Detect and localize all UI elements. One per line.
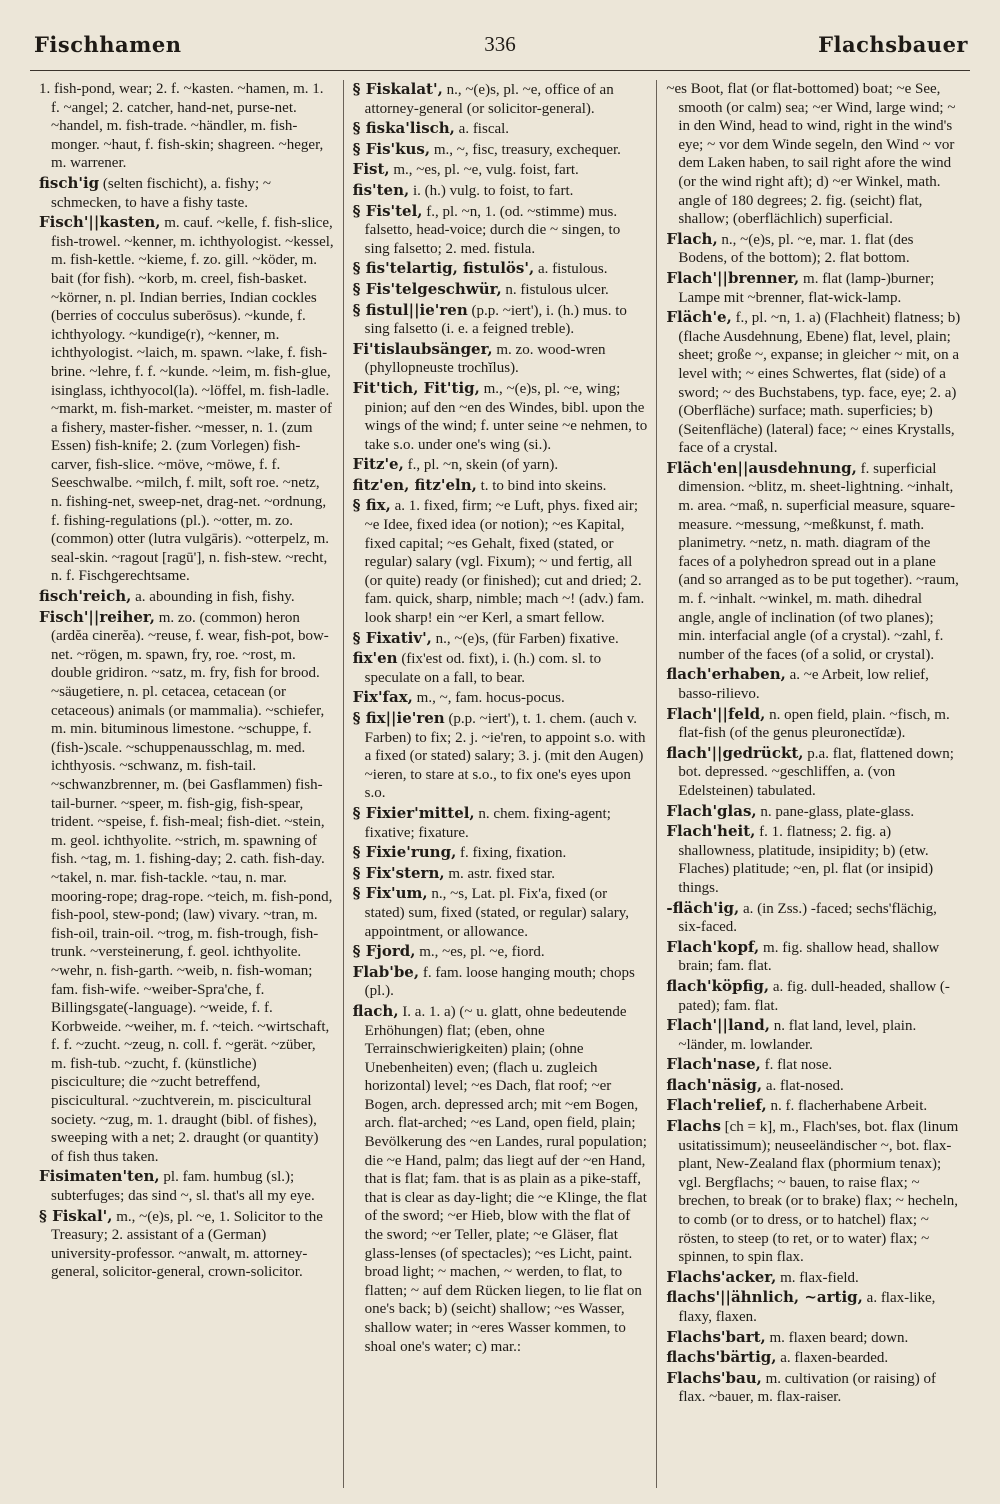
dictionary-entry bbox=[353, 181, 648, 201]
dictionary-entry bbox=[353, 140, 648, 160]
headword: Flach'||land, bbox=[666, 1016, 770, 1035]
headword: § Fjord, bbox=[352, 942, 416, 961]
headword: flach'erhaben, bbox=[666, 665, 786, 684]
definition-text: n., ~s, Lat. pl. Fix'a, fixed (or stated) sum, fixed (stated, or regular) salary, appointment, or allowance. bbox=[364, 886, 630, 940]
definition-text: (fix'est od. fixt), i. (h.) com. sl. to speculate on a fall, to bear. bbox=[364, 651, 602, 686]
dictionary-entry bbox=[666, 938, 961, 976]
headword: § fix||ie'ren bbox=[352, 709, 445, 727]
headword: Flachs'acker, bbox=[666, 1267, 777, 1286]
headword: Fisch'||reiher, bbox=[39, 607, 155, 626]
definition-text: p.a. flat, flattened down; bot. depressed. ~geschliffen, a. (von Edelsteinen) tabulated. bbox=[678, 745, 954, 799]
dictionary-entry bbox=[666, 744, 961, 801]
definition-text: m., ~(e)s, pl. ~e, wing; pinion; auf den ~en des Windes, bibl. upon the wings of the wind; f. unter seine ~e nehmen, to take s.o. under one's wing (si.). bbox=[364, 380, 648, 453]
headword: § Fixativ', bbox=[352, 628, 432, 647]
definition-text: [ch = k], m., Flach'ses, bot. flax (linum usitatissimum); neuseeländischer ~, bot. flax-plant, New-Zealand flax (phormium tenax); vgl. Bergflachs; ~ bauen, to raise flax; ~ brechen, to break (or to brake) flax; ~ hecheln, to comb (or to dress, or to hatchel) flax; ~ rösten, to steep (to ret, or to water) flax; ~ spinnen, to spin flax. bbox=[678, 1119, 959, 1266]
headword: Flach'relief, bbox=[666, 1096, 767, 1115]
dictionary-entry bbox=[353, 301, 648, 339]
definition-text: m. zo. wood-wren (phyllopneuste trochĭlus). bbox=[364, 341, 606, 377]
definition-text: m. astr. fixed star. bbox=[448, 865, 555, 882]
headword: § Fixie'rung, bbox=[352, 843, 457, 862]
definition-text: n., ~(e)s, (für Farben) fixative. bbox=[435, 630, 619, 647]
definition-text: 1. fish-pond, wear; 2. f. ~kasten. ~hamen, m. 1. f. ~angel; 2. catcher, hand-net, purse-net. ~handel, m. fish-trade. ~händler, m. fish-monger. ~haut, f. fish-skin; shagreen. ~heger, m. warrener. bbox=[39, 81, 324, 172]
headword: § Fiskal', bbox=[39, 1206, 113, 1225]
dictionary-entry bbox=[353, 843, 648, 863]
dictionary-entry bbox=[666, 459, 961, 665]
definition-text: n. fistulous ulcer. bbox=[505, 281, 609, 298]
dictionary-entry bbox=[666, 1328, 961, 1348]
dictionary-entry bbox=[666, 802, 961, 822]
column-3 bbox=[656, 80, 970, 1488]
dictionary-entry bbox=[39, 587, 334, 607]
definition-text: f. flat nose. bbox=[764, 1057, 833, 1074]
header-rule bbox=[30, 70, 970, 71]
headword: Flachs'bart, bbox=[666, 1327, 766, 1346]
dictionary-entry bbox=[353, 379, 648, 454]
dictionary-entry bbox=[666, 899, 961, 937]
dictionary-entry bbox=[666, 1288, 961, 1326]
headword: § Fix'stern, bbox=[352, 863, 445, 882]
dictionary-entry bbox=[353, 649, 648, 687]
headword: Fisimaten'ten, bbox=[39, 1167, 160, 1186]
headword: flach'||gedrückt, bbox=[666, 743, 804, 762]
definition-text: t. to bind into skeins. bbox=[480, 477, 607, 494]
dictionary-entry bbox=[353, 942, 648, 962]
headword: Flach'nase, bbox=[666, 1055, 761, 1074]
headword: fisch'ig bbox=[39, 173, 100, 192]
definition-text: n., ~(e)s, pl. ~e, office of an attorney-general (or solicitor-general). bbox=[364, 82, 614, 117]
dictionary-entry bbox=[39, 608, 334, 1167]
dictionary-entry bbox=[666, 977, 961, 1015]
headword: § Fis'kus, bbox=[352, 139, 431, 158]
dictionary-entry bbox=[666, 1055, 961, 1075]
page-header bbox=[30, 26, 970, 66]
page-number: 336 bbox=[484, 32, 516, 56]
dictionary-entry bbox=[39, 1207, 334, 1282]
definition-text: (p.p. ~iert'), i. (h.) mus. to sing falsetto (i. e. a feigned treble). bbox=[364, 302, 627, 338]
dictionary-entry bbox=[353, 688, 648, 708]
headword: Flachs'bau, bbox=[666, 1368, 762, 1387]
dictionary-entry bbox=[353, 884, 648, 941]
headword: § Fis'tel, bbox=[352, 201, 423, 220]
definition-text: m., ~es, pl. ~e, vulg. foist, fart. bbox=[393, 162, 579, 179]
headword: Fi'tislaubsänger, bbox=[352, 339, 493, 358]
dictionary-entry bbox=[666, 1369, 961, 1407]
definition-text: a. ~e Arbeit, low relief, basso-rilievo. bbox=[678, 667, 929, 702]
column-1 bbox=[30, 80, 343, 1488]
headword: § Fis'telgeschwür, bbox=[352, 279, 502, 298]
headword: Flach'heit, bbox=[666, 822, 756, 841]
headword: § fis'telartig, fistulös', bbox=[352, 259, 535, 278]
dictionary-entry bbox=[353, 202, 648, 259]
dictionary-entry bbox=[353, 280, 648, 300]
headword: fix'en bbox=[352, 649, 398, 668]
dictionary-entry bbox=[666, 230, 961, 268]
definition-text: ~es Boot, flat (or flat-bottomed) boat; ~e See, smooth (or calm) sea; ~er Wind, large wind; ~ in den Wind, head to wind, right in the wind's eye; ~ vor dem Winde segeln, den Wind ~ vor dem Laken haben, to sail right afore the wind (or the wind right aft); d) ~er Winkel, math. angle of 180 degrees; 2. fig. (seicht) flat, shallow; (oberflächlich) superficial. bbox=[666, 81, 956, 228]
dictionary-entry bbox=[39, 80, 334, 173]
headword: Flach'kopf, bbox=[666, 937, 760, 956]
headword: § Fix'um, bbox=[352, 884, 428, 903]
columns bbox=[30, 80, 970, 1488]
headword: Fläch'en||ausdehnung, bbox=[666, 458, 857, 477]
dictionary-entry bbox=[353, 709, 648, 803]
definition-text: m. flat (lamp-)burner; Lampe mit ~brenner, flat-wick-lamp. bbox=[678, 270, 935, 306]
dictionary-entry bbox=[666, 1016, 961, 1054]
headword: Fix'fax, bbox=[352, 688, 413, 707]
definition-text: a. fiscal. bbox=[458, 121, 510, 138]
definition-text: f. superficial dimension. ~blitz, m. sheet-lightning. ~inhalt, m. area. ~maß, n. superficial measure, square-measure. ~messung, ~meßkunst, f. math. planimetry. ~netz, n. math. diagram of the faces of a polyhedron spread out in a plane (and so arranged as to be put together). ~raum, m. f. ~inhalt. ~winkel, m. math. dihedral angle, angle of inclination (of two planes); min. interfacial angle (of a crystal). ~zahl, f. number of the faces (of a solid, or crystal). bbox=[678, 460, 959, 663]
dictionary-entry bbox=[353, 160, 648, 180]
definition-text: a. 1. fixed, firm; ~e Luft, phys. fixed air; ~e Idee, fixed idea (or notion); ~es Kapital, fixed capital; ~es Gehalt, fixed (stated, or regular) salary (vgl. Fixum); ~ und fertig, all (or quite) ready (or finished); cut and dried; 2. fam. quick, sharp, nimble; mach ~! (adv.) fam. look sharp! ein ~er Kerl, a smart fellow. bbox=[364, 498, 645, 627]
dictionary-entry bbox=[666, 665, 961, 703]
definition-text: f., pl. ~n, 1. a) (Flachheit) flatness; b) (flache Ausdehnung, Ebene) flat, level, plain; sheet; große ~, expanse; in gleicher ~ mit, on a level with; ~ eines Schwertes, flat (side) of a sword; ~ des Buchstabens, typ. face, eye; 2. a) (Oberfläche) surface; math. superficies; b) (Seitenfläche) (lateral) face; ~ eines Krystalls, face of a crystal. bbox=[678, 310, 961, 457]
dictionary-entry bbox=[666, 1348, 961, 1368]
definition-text: m., ~, fam. hocus-pocus. bbox=[416, 690, 565, 707]
definition-text: m., ~, fisc, treasury, exchequer. bbox=[433, 141, 621, 158]
headword: Flach'||feld, bbox=[666, 704, 766, 723]
right-guide-word: Flachsbauer bbox=[818, 32, 968, 57]
headword: Flachs bbox=[666, 1117, 721, 1136]
definition-text: m. flaxen beard; down. bbox=[769, 1329, 909, 1346]
headword: Fitz'e, bbox=[352, 455, 404, 474]
dictionary-entry bbox=[666, 308, 961, 458]
definition-text: n., ~(e)s, pl. ~e, mar. 1. flat (des Bodens, of the bottom); 2. flat bottom. bbox=[678, 231, 914, 267]
definition-text: n. chem. fixing-agent; fixative; fixature. bbox=[364, 805, 611, 841]
definition-text: f. fam. loose hanging mouth; chops (pl.). bbox=[364, 964, 635, 1000]
headword: flach'köpfig, bbox=[666, 976, 770, 995]
dictionary-entry bbox=[666, 822, 961, 897]
definition-text: i. (h.) vulg. to foist, to fart. bbox=[412, 182, 574, 199]
definition-text: f., pl. ~n, skein (of yarn). bbox=[407, 457, 559, 474]
headword: Fisch'||kasten, bbox=[39, 213, 161, 232]
headword: -fläch'ig, bbox=[666, 898, 740, 917]
headword: § fiska'lisch, bbox=[352, 119, 455, 138]
headword: flachs'bärtig, bbox=[666, 1348, 777, 1367]
headword: fis'ten, bbox=[352, 180, 410, 199]
dictionary-entry bbox=[353, 963, 648, 1001]
definition-text: a. fig. dull-headed, shallow (-pated); fam. flat. bbox=[678, 978, 950, 1014]
dictionary-entry bbox=[353, 804, 648, 842]
headword: § fistul||ie'ren bbox=[352, 300, 468, 319]
definition-text: m. cultivation (or raising) of flax. ~bauer, m. flax-raiser. bbox=[678, 1370, 936, 1406]
definition-text: f., pl. ~n, 1. (od. ~stimme) mus. falsetto, head-voice; durch die ~ singen, to sing falsetto; 2. med. fistula. bbox=[364, 203, 621, 257]
dictionary-entry bbox=[39, 213, 334, 586]
definition-text: a. flax-like, flaxy, flaxen. bbox=[678, 1290, 936, 1325]
definition-text: I. a. 1. a) (~ u. glatt, ohne bedeutende Erhöhungen) flat; (eben, ohne Terrainschwierigkeiten) plain; (ohne Unebenheiten) even; (flach u. zugleich horizontal) level; ~es Dach, flat roof; ~er Bogen, arch. depressed arch; mit ~em Bogen, arch. flat-arched; ~es Land, open field, plain; Bevölkerung des ~en Landes, rural population; die ~e Hand, palm; das liegt auf der ~en Hand, that is flat; fam. that is as plain as a pike-staff, that is clear as day-light; die ~e Klinge, the flat of the sword; ~er Hieb, blow with the flat of the sword; ~er Teller, plate; ~e Gläser, flat glass-lenses (of spectacles); ~es Licht, paint. broad light; ~ machen, ~ werden, to flat, to flatten; ~ auf dem Rücken liegen, to lie flat on one's back; b) (seicht) shallow; ~es Wasser, shallow water; in ~eres Wasser kommen, to shoal one's water; c) mar.: bbox=[364, 1003, 647, 1355]
definition-text: a. flat-nosed. bbox=[765, 1077, 844, 1094]
headword: flach'näsig, bbox=[666, 1075, 763, 1094]
definition-text: a. (in Zss.) -faced; sechs'flächig, six-faced. bbox=[678, 900, 937, 936]
headword: § Fixier'mittel, bbox=[352, 803, 475, 822]
definition-text: f. fixing, fixation. bbox=[460, 845, 567, 862]
dictionary-entry bbox=[353, 629, 648, 649]
definition-text: n. pane-glass, plate-glass. bbox=[760, 803, 915, 820]
dictionary-entry bbox=[353, 119, 648, 139]
definition-text: m. cauf. ~kelle, f. fish-slice, fish-trowel. ~kenner, m. ichthyologist. ~kessel, m. fish-kettle. ~kieme, f. zo. gill. ~köder, m. bait (for fish). ~korb, m. creel, fish-basket. ~körner, n. pl. Indian berries, Indian cockles (berries of cocculus suberōsus). ~kunde, f. ichthyology. ~kundige(r), ~kenner, m. ichthyologist. ~laich, m. spawn. ~lake, f. fish-brine. ~lehre, f. f. ~kunde. ~leim, m. fish-glue, isinglass, ichthyocol(la). ~löffel, m. fish-ladle. ~markt, m. fish-market. ~meister, m. master of a fishery, master-fisher. ~messer, n. 1. (zum Essen) fish-knife; 2. (zum Vorlegen) fish-carver, fish-slice. ~möve, ~möwe, f. f. Seeschwalbe. ~milch, f. milt, soft roe. ~netz, n. fishing-net, sweep-net, drag-net. ~ordnung, f. fishing-regulations (pl.). ~otter, m. zo. (common) otter (lutra vulgāris). ~otterpelz, m. seal-skin. ~ragout [ragū'], n. fish-stew. ~recht, n. f. Fischgerechtsame. bbox=[51, 215, 334, 585]
definition-text: pl. fam. humbug (sl.); subterfuges; das sind ~, sl. that's all my eye. bbox=[51, 1169, 315, 1205]
dictionary-entry bbox=[353, 259, 648, 279]
definition-text: n. open field, plain. ~fisch, m. flat-fish (of the genus pleuronectĭdæ). bbox=[678, 706, 950, 742]
headword: § Fiskalat', bbox=[352, 80, 443, 98]
definition-text: m. zo. (common) heron (ardĕa cinerĕa). ~reuse, f. wear, fish-pot, bow-net. ~rögen, m. spawn, fry, roe. ~rost, m. double gridiron. ~satz, m. fry, fish for brood. ~säugetiere, n. pl. cetacea, cetacean (or cetaceous) animals (or mammalia). ~schiefer, m. min. bituminous limestone. ~schuppe, f. (fish-)scale. ~schuppenausschlag, m. med. ichthyosis. ~schwanz, m. fish-tail. ~schwanzbrenner, m. (bei Gasflammen) fish-tail-burner. ~speer, m. fish-gig, fish-spear, trident. ~speise, f. fish-meal; fish-diet. ~stein, m. geol. ichthyolite. ~strich, m. spawning of fish. ~tag, m. 1. fishing-day; 2. cath. fish-day. ~takel, n. mar. fish-tackle. ~tau, n. mar. mooring-rope; drag-rope. ~teich, m. fish-pond, fish-pool, stew-pond; (law) vivary. ~tran, m. fish-oil, train-oil. ~trog, m. fish-trough, fish-trunk. ~versteinerung, f. geol. ichthyolite. ~wehr, n. fish-garth. ~weib, n. fish-woman; fam. fish-wife. ~weiber-Spra'che, f. Billingsgate(-language). ~weide, f. f. Korbweide. ~weiher, m. f. ~teich. ~wirtschaft, f. f. ~zucht. ~zeug, n. coll. f. ~gerät. ~züber, m. fish-tub. ~zucht, f. (künstliche) pisciculture; die ~zucht betreffend, piscicultural. ~zuchtverein, m. piscicultural society. ~zug, m. 1. draught (bibl. of fishes), sweeping with a net; 2. draught (or quantity) of fish thus taken. bbox=[51, 609, 333, 1165]
column-2 bbox=[343, 80, 657, 1488]
headword: Flach'glas, bbox=[666, 801, 757, 820]
definition-text: a. abounding in fish, fishy. bbox=[135, 589, 295, 606]
dictionary-entry bbox=[353, 1002, 648, 1356]
dictionary-entry bbox=[666, 1268, 961, 1288]
headword: flachs'||ähnlich, ~artig, bbox=[666, 1288, 863, 1307]
headword: Fläch'e, bbox=[666, 308, 732, 327]
dictionary-entry bbox=[666, 705, 961, 743]
headword: Fit'tich, Fit'tig, bbox=[352, 378, 480, 397]
dictionary-entry bbox=[353, 476, 648, 496]
headword: Flach'||brenner, bbox=[666, 268, 800, 287]
left-guide-word: Fischhamen bbox=[34, 32, 182, 57]
definition-text: a. flaxen-bearded. bbox=[780, 1350, 889, 1367]
dictionary-entry bbox=[353, 496, 648, 627]
definition-text: f. 1. flatness; 2. fig. a) shallowness, platitude, insipidity; b) (etw. Flaches) platitude; ~en, pl. flat (or insipid) things. bbox=[678, 824, 934, 896]
headword: Flab'be, bbox=[352, 962, 420, 981]
dictionary-entry bbox=[353, 80, 648, 118]
definition-text: m., ~(e)s, pl. ~e, 1. Solicitor to the Treasury; 2. assistant of a (German) university-professor. ~anwalt, m. attorney-general, solicitor-general, crown-solicitor. bbox=[51, 1208, 323, 1281]
dictionary-entry bbox=[39, 174, 334, 212]
definition-text: m. flax-field. bbox=[780, 1269, 859, 1286]
headword: flach, bbox=[352, 1001, 399, 1020]
dictionary-entry bbox=[666, 80, 961, 229]
dictionary-entry bbox=[39, 1167, 334, 1205]
definition-text: n. f. flacherhabene Arbeit. bbox=[770, 1098, 928, 1115]
headword: Fist, bbox=[352, 160, 390, 179]
definition-text: m., ~es, pl. ~e, fiord. bbox=[419, 944, 545, 961]
dictionary-entry bbox=[353, 340, 648, 378]
dictionary-entry bbox=[353, 864, 648, 884]
definition-text: (p.p. ~iert'), t. 1. chem. (auch v. Farben) to fix; 2. j. ~ie'ren, to appoint s.o. with a fixed (or stated) salary; 3. j. (mit den Augen) ~ieren, to stare at s.o., to fix one's eyes upon s.o. bbox=[364, 711, 646, 802]
definition-text: a. fistulous. bbox=[537, 261, 608, 278]
headword: § fix, bbox=[352, 496, 391, 515]
definition-text: (selten fischicht), a. fishy; ~ schmecken, to have a fishy taste. bbox=[51, 175, 271, 211]
headword: Flach, bbox=[666, 229, 718, 248]
dictionary-entry bbox=[666, 269, 961, 307]
dictionary-entry bbox=[666, 1117, 961, 1267]
dictionary-entry bbox=[666, 1096, 961, 1116]
definition-text: n. flat land, level, plain. ~länder, m. lowlander. bbox=[678, 1018, 917, 1053]
definition-text: m. fig. shallow head, shallow brain; fam. flat. bbox=[678, 939, 940, 975]
dictionary-entry bbox=[666, 1076, 961, 1096]
dictionary-entry bbox=[353, 455, 648, 475]
headword: fitz'en, fitz'eln, bbox=[352, 475, 477, 494]
headword: fisch'reich, bbox=[39, 587, 132, 606]
